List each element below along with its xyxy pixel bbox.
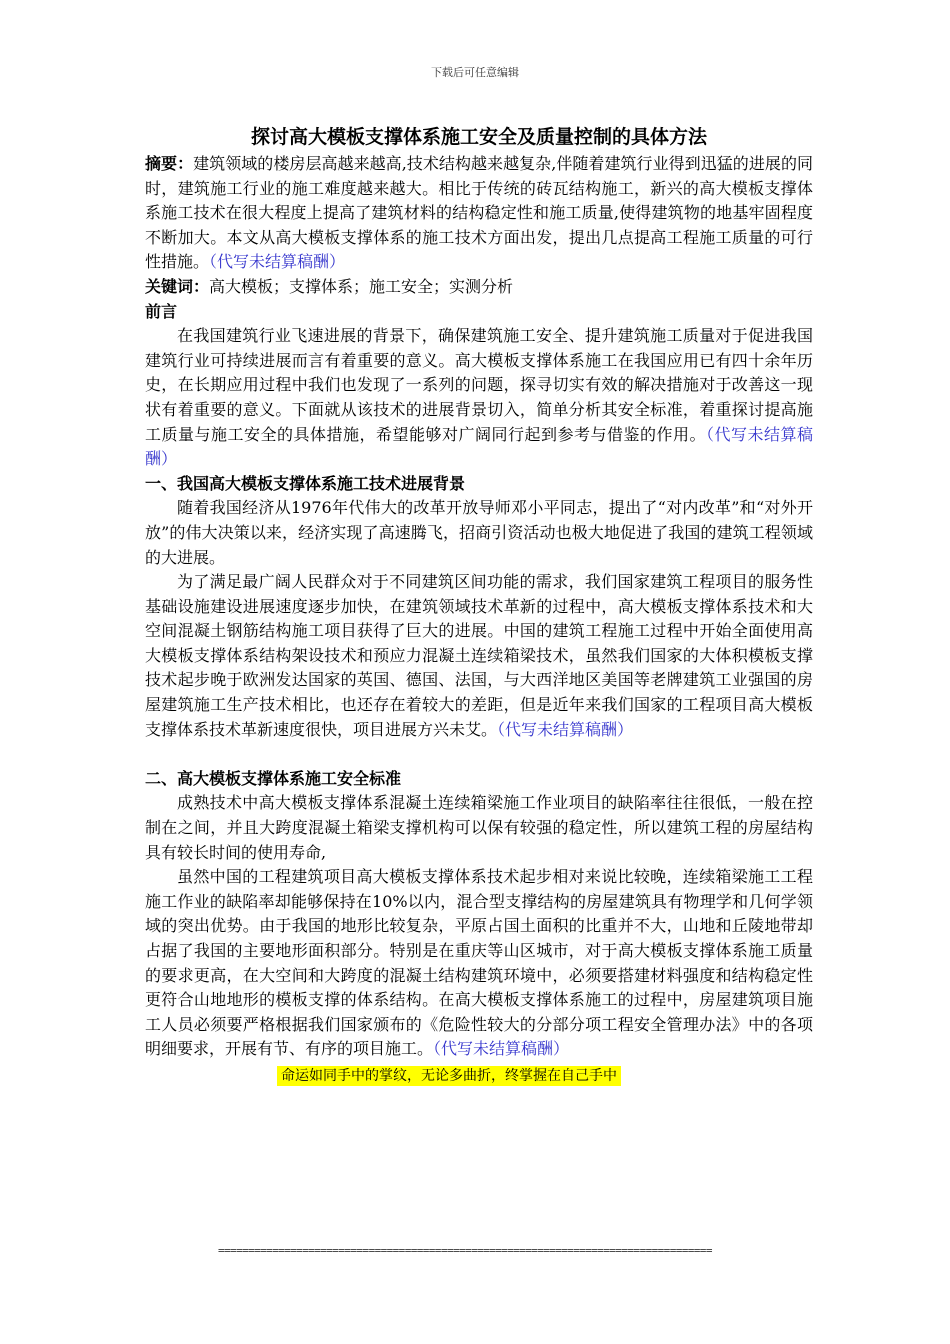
abstract-tag: （代写未结算稿酬） [209,252,346,272]
section1-text-2: 为了满足最广阔人民群众对于不同建筑区间功能的需求，我们国家建筑工程项目的服务性基础设施建设进展速度逐步加快，在建筑领域技术革新的过程中，高大模板支撑体系技术和大空间混凝土钢筋结构施工项目获得了巨大的进展。中国的建筑工程施工过程中开始全面使用高大模板支撑体系结构架设技术和预应力混凝土连续箱梁技术，虽然我们国家的大体积模板支撑技术起步晚于欧洲发达国家的英国、德国、法国，与大西洋地区美国等老牌建筑工业强国的房屋建筑施工生产技术相比，也还存在着较大的差距，但是近年来我们国家的工程项目高大模板支撑体系技术革新速度很快，项目进展方兴未艾。 [145,572,813,739]
footer-motto: 命运如同手中的掌纹，无论多曲折，终掌握在自己手中 [277,1066,621,1086]
footer-rule: ================================================================================== [218,1244,712,1257]
keywords-paragraph [145,275,813,300]
abstract-paragraph [145,152,813,275]
preface-heading: 前言 [145,301,178,321]
abstract-label: 摘要： [145,154,194,173]
document-body [145,124,813,1086]
keywords-text: 高大模板；支撑体系；施工安全；实测分析 [209,276,514,296]
section2-heading: 二、高大模板支撑体系施工安全标准 [145,768,402,788]
section2-paragraph-1: 成熟技术中高大模板支撑体系混凝土连续箱梁施工作业项目的缺陷率往往很低，一般在控制在之间，并且大跨度混凝土箱梁支撑机构可以保有较强的稳定性，所以建筑工程的房屋结构具有较长时间的使用寿命, [145,793,813,862]
download-note: 下载后可任意编辑 [431,66,519,79]
section2-paragraph-2 [145,865,813,1062]
section1-paragraph-2 [145,570,813,742]
section1-tag: （代写未结算稿酬） [497,719,634,739]
section1-heading: 一、我国高大模板支撑体系施工技术进展背景 [145,473,466,493]
preface-text: 在我国建筑行业飞速进展的背景下，确保建筑施工安全、提升建筑施工质量对于促进我国建筑行业可持续进展而言有着重要的意义。高大模板支撑体系施工在我国应用已有四十余年历史，在长期应用过程中我们也发现了一系列的问题，探寻切实有效的解决措施对于改善这一现状有着重要的意义。下面就从该技术的进展背景切入，简单分析其安全标准，着重探讨提高施工质量与施工安全的具体措施，希望能够对广阔同行起到参考与借鉴的作用。 [145,326,813,444]
keywords-label: 关键词： [145,276,210,296]
section2-tag: （代写未结算稿酬） [433,1039,570,1059]
document-title: 探讨高大模板支撑体系施工安全及质量控制的具体方法 [250,126,707,148]
preface-tag: （代写未结算稿酬） [145,424,813,469]
section1-paragraph-1: 随着我国经济从1976年代伟大的改革开放导师邓小平同志，提出了“对内改革”和“对外开放”的伟大决策以来，经济实现了高速腾飞，招商引资活动也极大地促进了我国的建筑工程领域的大进展。 [145,498,813,567]
preface-paragraph [145,324,813,472]
abstract-text: 建筑领域的楼房层高越来越高,技术结构越来越复杂,伴随着建筑行业得到迅猛的进展的同时，建筑施工行业的施工难度越来越大。相比于传统的砖瓦结构施工，新兴的高大模板支撑体系施工技术在很大程度上提高了建筑材料的结构稳定性和施工质量,使得建筑物的地基牢固程度不断加大。本文从高大模板支撑体系的施工技术方面出发，提出几点提高工程施工质量的可行性措施。 [145,154,813,272]
blank-line [145,742,813,767]
section2-text-2: 虽然中国的工程建筑项目高大模板支撑体系技术起步相对来说比较晚，连续箱梁施工工程施工作业的缺陷率却能够保持在10%以内，混合型支撑结构的房屋建筑具有物理学和几何学领域的突出优势。由于我国的地形比较复杂，平原占国土面积的比重并不大，山地和丘陵地带却占据了我国的主要地形面积部分。特别是在重庆等山区城市，对于高大模板支撑体系施工质量的要求更高，在大空间和大跨度的混凝土结构建筑环境中，必须要搭建材料强度和结构稳定性更符合山地地形的模板支撑的体系结构。在高大模板支撑体系施工的过程中，房屋建筑项目施工人员必须要严格根据我们国家颁布的《危险性较大的分部分项工程安全管理办法》中的各项明细要求，开展有节、有序的项目施工。 [145,867,813,1059]
